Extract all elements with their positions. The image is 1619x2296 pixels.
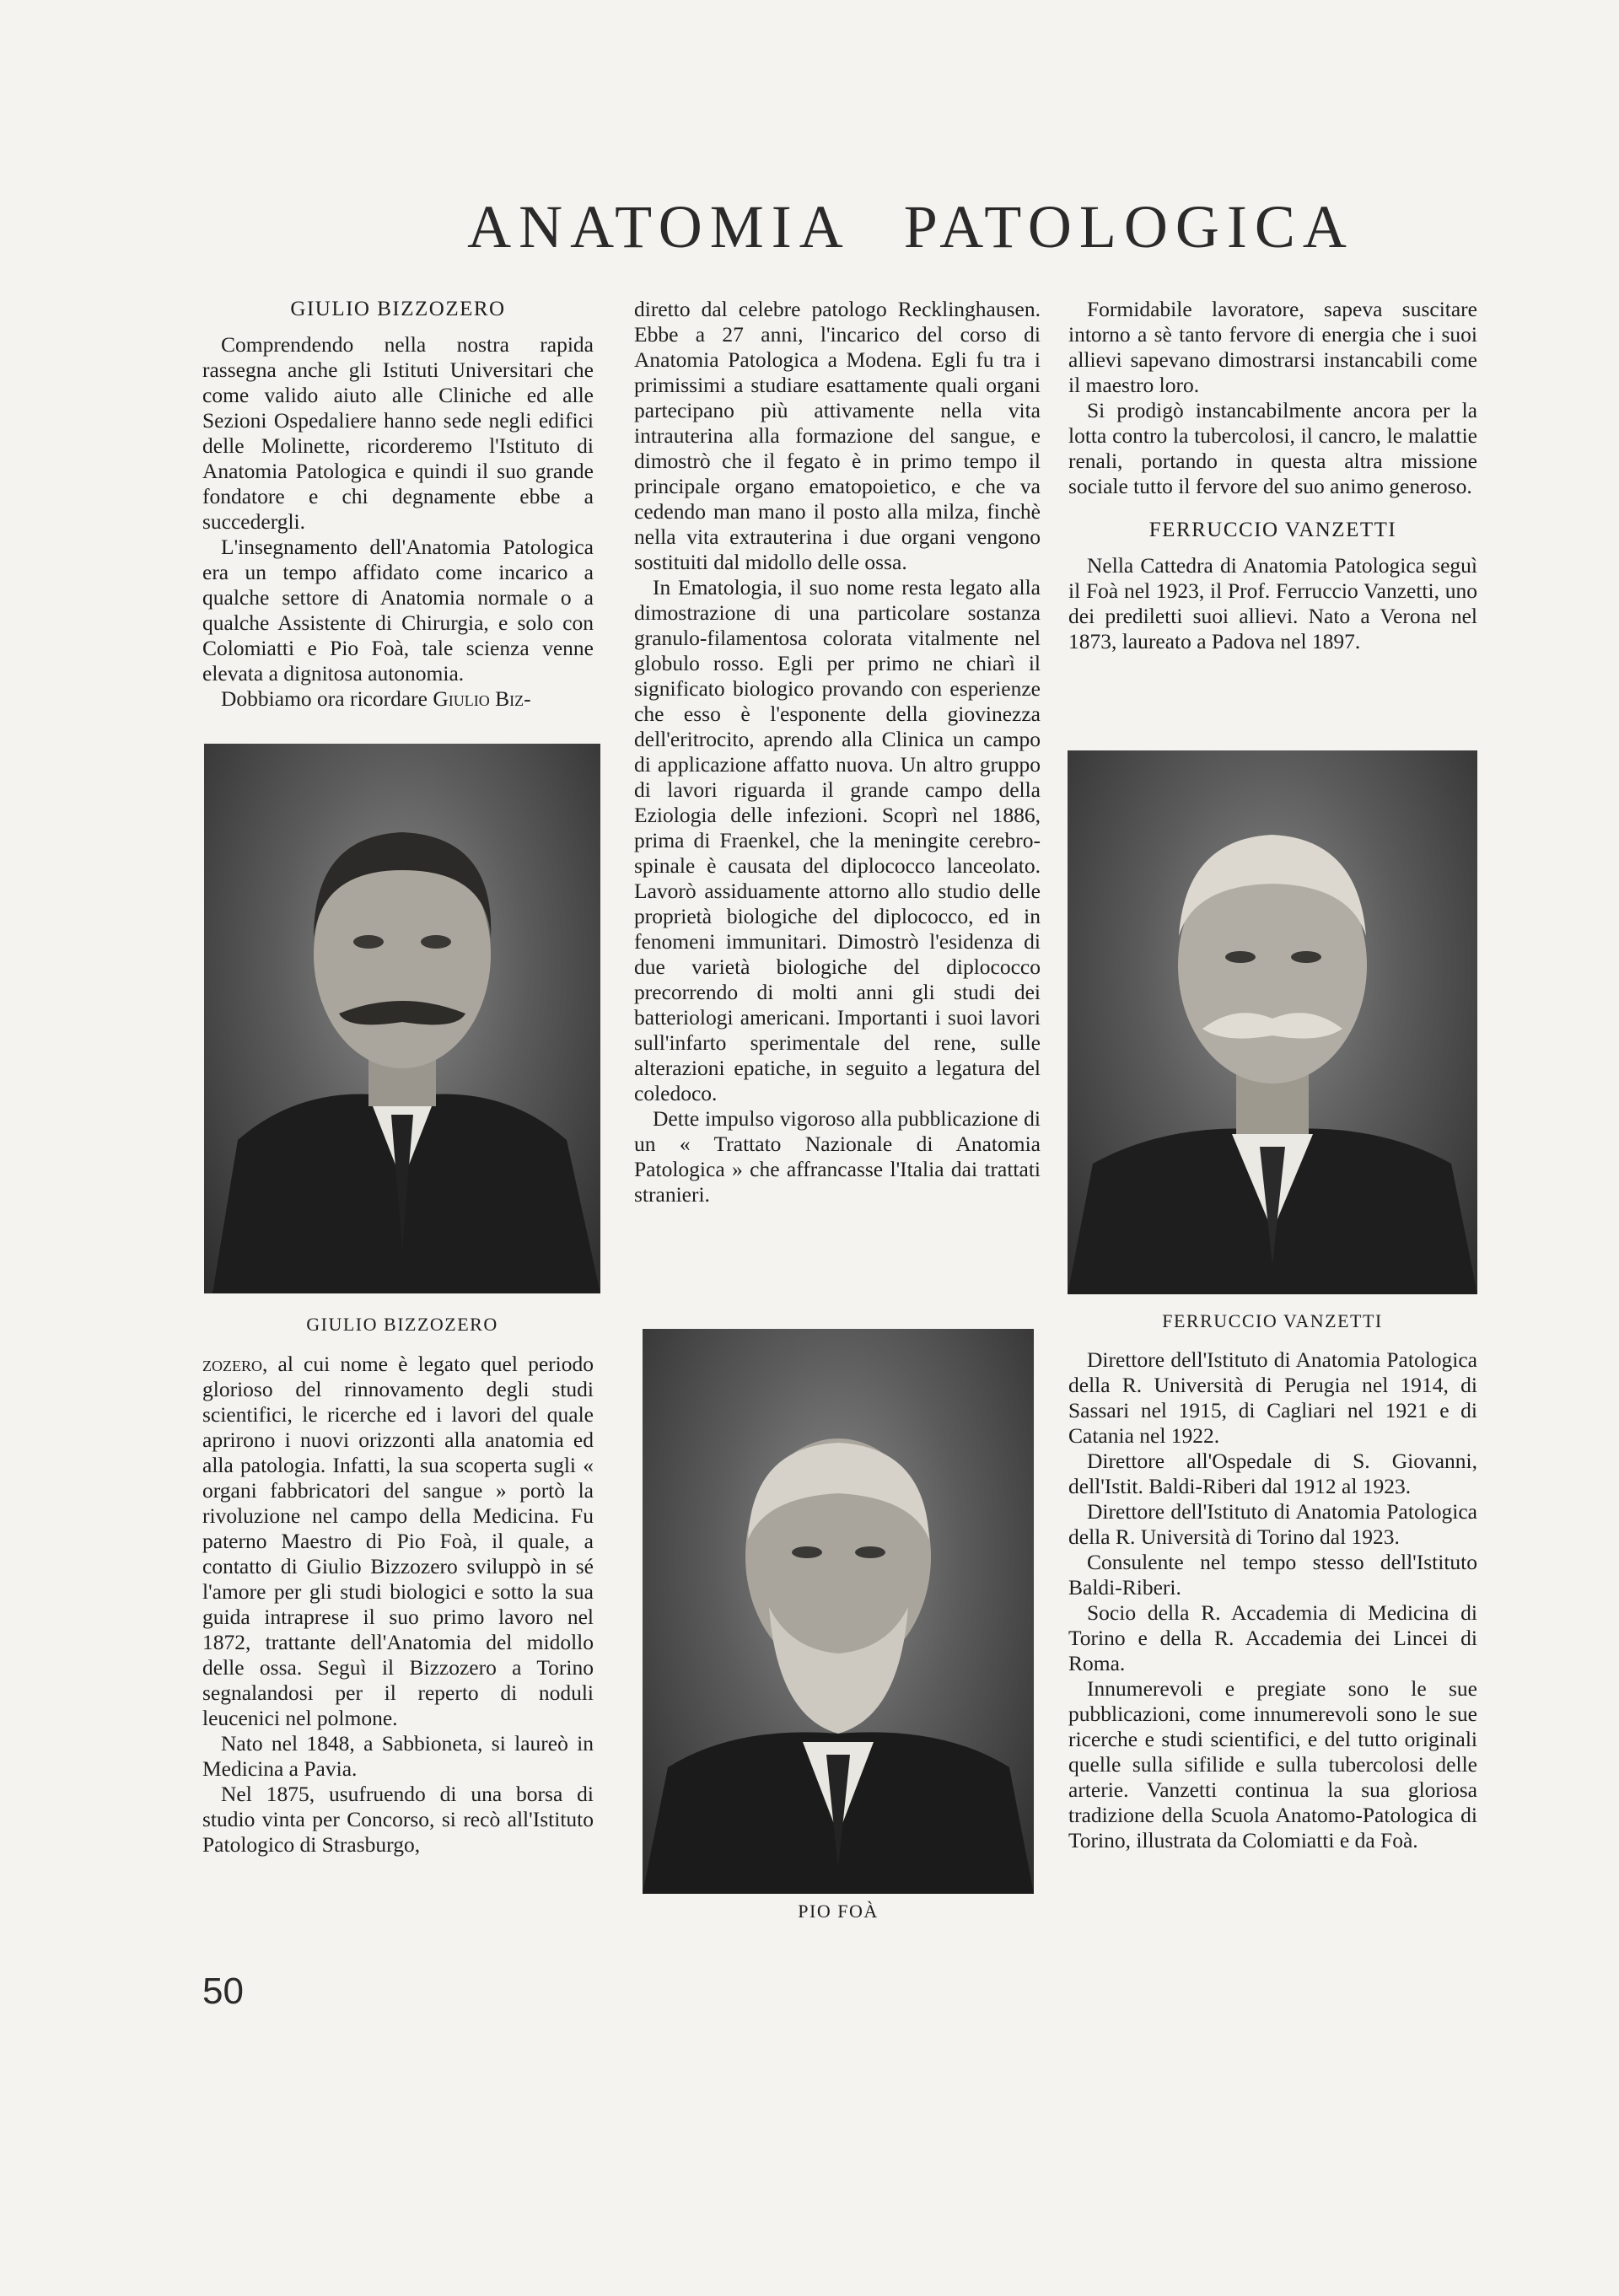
paragraph: Comprendendo nella nostra rapida rassegna anche gli Istituti Universitari che come valido aiuto alle Cliniche ed alle Sezioni Ospedaliere hanno sede negli edifici delle Molinette, ricorderemo l'Istituto di Anatomia Patologica e quindi il suo grande fondatore e chi degnamente ebbe a succedergli. <box>202 332 594 534</box>
column-1-bottom <box>202 1352 594 1858</box>
paragraph: Innumerevoli e pregiate sono le sue pubblicazioni, come innumerevoli sono le sue ricerche e studi scientifici, e del tutto originali quelle sulla sifilide e sulla tubercolosi delle arterie. Vanzetti continua la sua gloriosa tradizione della Scuola Anatomo-Patologica di Torino, illustrata da Colomiatti e da Foà. <box>1068 1676 1477 1852</box>
paragraph: Formidabile lavoratore, sapeva suscitare intorno a sè tanto fervore di energia che i suoi allievi sapevano dimostrarsi instancabili come il maestro loro. <box>1068 297 1477 397</box>
photo-giulio-bizzozero <box>204 744 600 1293</box>
paragraph: L'insegnamento dell'Anatomia Patologica era un tempo affidato come incarico a qualche settore di Anatomia normale o a qualche Assistente di Chirurgia, e solo con Colomiatti e Pio Foà, tale scienza venne elevata a dignitosa autonomia. <box>202 535 594 686</box>
photo-pio-foa <box>643 1329 1034 1894</box>
page-title: ANATOMIA PATOLOGICA <box>467 193 1354 261</box>
paragraph <box>202 1352 594 1731</box>
portrait-image <box>1068 750 1477 1294</box>
column-1-top <box>202 297 594 712</box>
paragraph: Direttore all'Ospedale di S. Giovanni, dell'Istit. Baldi-Riberi dal 1912 al 1923. <box>1068 1449 1477 1498</box>
photo-caption-vanzetti: FERRUCCIO VANZETTI <box>1162 1310 1383 1331</box>
column-3-bottom <box>1068 1347 1477 1853</box>
photo-caption-bizzozero: GIULIO BIZZOZERO <box>306 1314 498 1335</box>
photo-ferruccio-vanzetti <box>1068 750 1477 1294</box>
page-number: 50 <box>202 1971 244 2012</box>
person-name: Giulio Biz- <box>433 686 531 711</box>
section-heading-vanzetti: FERRUCCIO VANZETTI <box>1148 519 1397 541</box>
paragraph: Nel 1875, usufruendo di una borsa di studio vinta per Concorso, si recò all'Istituto Patologico di Strasburgo, <box>202 1782 594 1857</box>
photo-caption-foa: PIO FOÀ <box>798 1901 879 1922</box>
column-2 <box>634 297 1041 1207</box>
paragraph-text: al cui nome è legato quel periodo glorioso del rinnovamento degli studi scientifici, le ricerche ed i lavori del quale aprirono i nuovi orizzonti alla anatomia ed alla patologia. Infatti, la sua scoperta sugli « organi fabbricatori del sangue » portò la rivoluzione nel campo della Medicina. Fu paterno Maestro di Pio Foà, il quale, a contatto di Giulio Bizzozero sviluppò in sé l'amore per gli studi biologici e sotto la sua guida intraprese il suo primo lavoro nel 1872, trattante dell'Anatomia del midollo delle ossa. Seguì il Bizzozero a Torino segnalandosi per il reperto di noduli leucenici nel polmone. <box>202 1352 594 1730</box>
portrait-image <box>204 744 600 1293</box>
column-3-top <box>1068 297 1477 654</box>
paragraph: Socio della R. Accademia di Medicina di Torino e della R. Accademia dei Lincei di Roma. <box>1068 1600 1477 1675</box>
paragraph: Nella Cattedra di Anatomia Patologica seguì il Foà nel 1923, il Prof. Ferruccio Vanzetti, uno dei prediletti suoi allievi. Nato a Verona nel 1873, laureato a Padova nel 1897. <box>1068 553 1477 653</box>
paragraph <box>202 686 594 712</box>
paragraph: Nato nel 1848, a Sabbioneta, si laureò in Medicina a Pavia. <box>202 1731 594 1781</box>
paragraph-text: Dobbiamo ora ricordare <box>221 686 428 711</box>
section-heading-bizzozero: GIULIO BIZZOZERO <box>290 298 506 320</box>
paragraph: In Ematologia, il suo nome resta legato alla dimostrazione di una particolare sostanza granulo-filamentosa colorata vitalmente nel globulo rosso. Egli per primo ne chiarì il significato biologico provando con esperienze che esso è l'esponente della giovinezza dell'eritrocito, aprendo alla Clinica un campo di applicazione affatto nuova. Un altro gruppo di lavori riguarda il grande campo della Eziologia delle infezioni. Scoprì nel 1886, prima di Fraenkel, che la meningite cerebro-spinale è causata del diplococco lanceolato. Lavorò assiduamente attorno allo studio delle proprietà biologiche del diplococco, ed in fenomeni immunitari. Dimostrò l'esidenza di due varietà biologiche del diplococco precorrendo di molti anni gli studi dei batteriologi americani. Importanti i suoi lavori sull'infarto sperimentale del rene, sulle alterazioni epatiche, in seguito a legatura del coledoco. <box>634 575 1041 1105</box>
paragraph: Dette impulso vigoroso alla pubblicazione di un « Trattato Nazionale di Anatomia Patologica » che affrancasse l'Italia dai trattati stranieri. <box>634 1106 1041 1207</box>
paragraph: Si prodigò instancabilmente ancora per la lotta contro la tubercolosi, il cancro, le malattie renali, portando in questa altra missione sociale tutto il fervore del suo animo generoso. <box>1068 398 1477 498</box>
portrait-image <box>643 1329 1034 1894</box>
paragraph: Direttore dell'Istituto di Anatomia Patologica della R. Università di Torino dal 1923. <box>1068 1499 1477 1549</box>
paragraph: diretto dal celebre patologo Recklinghausen. Ebbe a 27 anni, l'incarico del corso di Anatomia Patologica a Modena. Egli fu tra i primissimi a studiare esattamente quali organi partecipano più attivamente nella vita intrauterina alla formazione del sangue, e dimostrò che il fegato è in primo tempo il principale organo ematopoietico, e che va cedendo man mano il posto alla milza, finchè nella vita extrauterina i due organi vengono sostituiti dal midollo delle ossa. <box>634 297 1041 574</box>
paragraph: Consulente nel tempo stesso dell'Istituto Baldi-Riberi. <box>1068 1550 1477 1600</box>
person-name: zozero, <box>202 1352 268 1376</box>
paragraph: Direttore dell'Istituto di Anatomia Patologica della R. Università di Perugia nel 1914, di Sassari nel 1915, di Cagliari nel 1921 e di Catania nel 1922. <box>1068 1347 1477 1448</box>
